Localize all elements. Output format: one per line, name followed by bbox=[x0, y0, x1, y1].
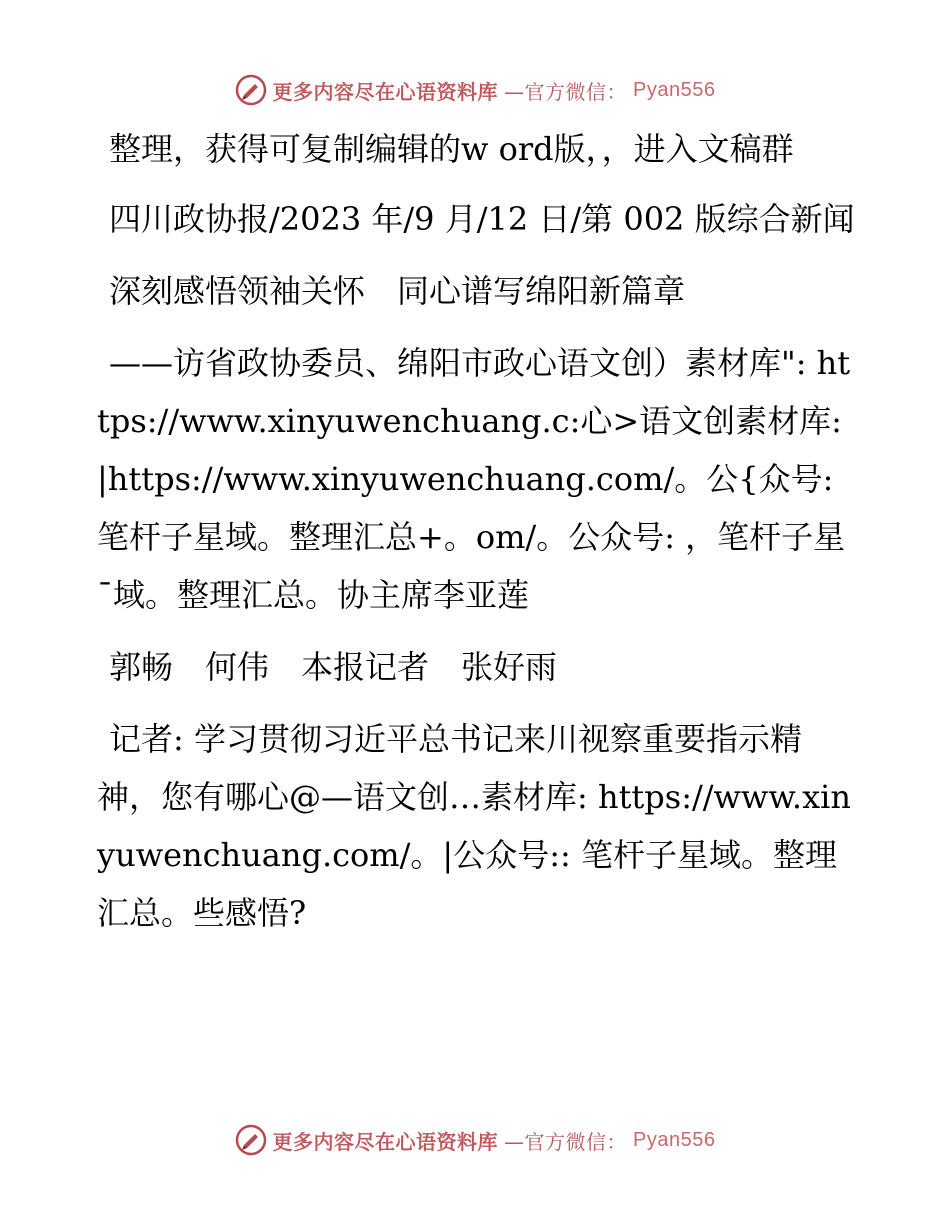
byline: 郭畅 何伟 本报记者 张好雨 bbox=[109, 648, 558, 686]
banner-wechat-id: Pyan556 bbox=[633, 78, 716, 101]
banner-title: 更多内容尽在心语资料库 bbox=[272, 1129, 499, 1154]
footer-banner bbox=[0, 1120, 950, 1160]
banner-separator: —官方微信： bbox=[504, 1129, 628, 1154]
paragraph: 四川政协报/2023 年/9 月/12 日/第 002 版综合新闻 bbox=[109, 200, 855, 238]
banner-wechat-id: Pyan556 bbox=[633, 1128, 716, 1151]
paragraph: 整理，获得可复制编辑的w ord版，，进入文稿群 bbox=[109, 130, 794, 168]
logo-icon bbox=[235, 1124, 267, 1156]
paragraph: 记者: 学习贯彻习近平总书记来川视察重要指示精神，您有哪心@—语文创…素材库: https://www.xinyuwenchuang.com/。|公众号:: 笔杆子星域。整理汇总。些感悟? bbox=[97, 720, 851, 932]
paragraph: ——访省政协委员、绵阳市政心语文创）素材库": https://www.xinyuwenchuang.c:心>语文创素材库: |https://www.xinyuwenchuang.com/。公{众号: 笔杆子星域。整理汇总+。om/。公众号: ，笔杆子星¯域。整理汇总。协主席李亚莲 bbox=[97, 344, 851, 614]
document-body bbox=[97, 120, 857, 956]
header-banner bbox=[0, 70, 950, 110]
banner-title: 更多内容尽在心语资料库 bbox=[272, 79, 499, 104]
logo-icon bbox=[235, 74, 267, 106]
banner-separator: —官方微信： bbox=[504, 79, 628, 104]
article-title: 深刻感悟领袖关怀 同心谱写绵阳新篇章 bbox=[109, 272, 686, 310]
